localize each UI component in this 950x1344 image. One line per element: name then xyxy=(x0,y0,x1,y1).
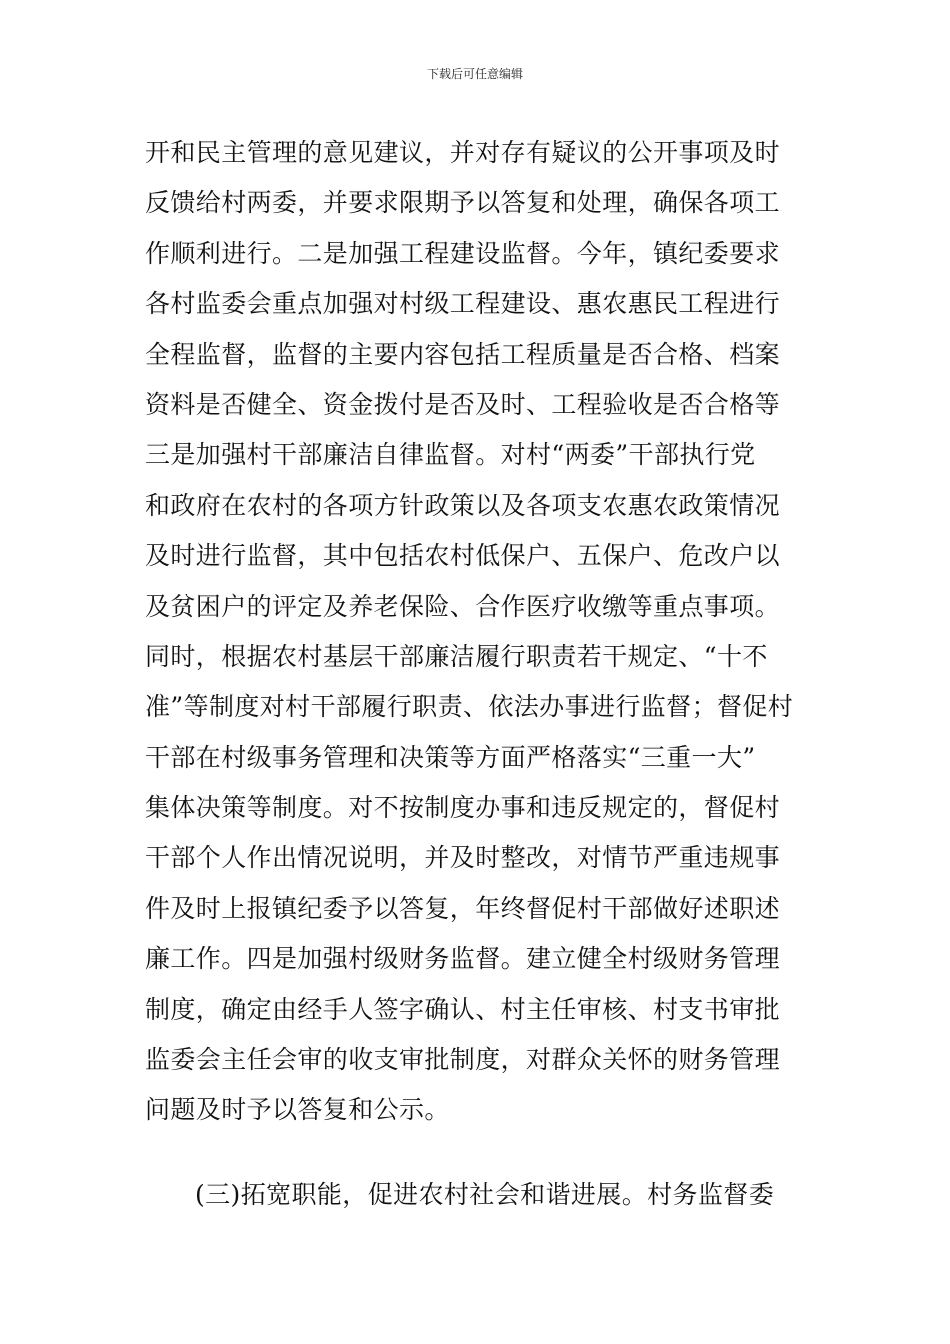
page-header-note: 下载后可任意编辑 xyxy=(426,67,523,81)
paragraph-line: 和政府在农村的各项方针政策以及各项支农惠农政策情况 xyxy=(145,490,781,520)
paragraph-line: 准”等制度对村干部履行职责、依法办事进行监督；督促村 xyxy=(145,692,794,722)
paragraph-line: 作顺利进行。二是加强工程建设监督。今年，镇纪委要求 xyxy=(145,238,781,268)
paragraph-line: 三是加强村干部廉洁自律监督。对村“两委”干部执行党 xyxy=(145,440,756,470)
paragraph-line: 集体决策等制度。对不按制度办事和违反规定的，督促村 xyxy=(145,793,781,823)
paragraph-line: 各村监委会重点加强对村级工程建设、惠农惠民工程进行 xyxy=(145,289,781,319)
paragraph-line: 及时进行监督，其中包括农村低保户、五保户、危改户以 xyxy=(145,541,781,571)
body-paragraph xyxy=(145,128,810,1136)
paragraph-line: 反馈给村两委，并要求限期予以答复和处理，确保各项工 xyxy=(145,188,781,218)
paragraph-line: 干部在村级事务管理和决策等方面严格落实“三重一大” xyxy=(145,742,756,772)
paragraph-line: 干部个人作出情况说明，并及时整改，对情节严重违规事 xyxy=(145,843,781,873)
section-heading-line: (三)拓宽职能，促进农村社会和谐进展。村务监督委 xyxy=(195,1180,775,1209)
paragraph-line: 资料是否健全、资金拨付是否及时、工程验收是否合格等 xyxy=(145,389,781,419)
paragraph-line: 监委会主任会审的收支审批制度，对群众关怀的财务管理 xyxy=(145,1045,781,1075)
paragraph-line: 件及时上报镇纪委予以答复，年终督促村干部做好述职述 xyxy=(145,893,781,923)
paragraph-line: 及贫困户的评定及养老保险、合作医疗收缴等重点事项。 xyxy=(145,591,781,621)
paragraph-line: 同时，根据农村基层干部廉洁履行职责若干规定、“十不 xyxy=(145,641,768,671)
paragraph-line: 问题及时予以答复和公示。 xyxy=(145,1095,450,1125)
paragraph-line: 制度，确定由经手人签字确认、村主任审核、村支书审批 xyxy=(145,994,781,1024)
paragraph-line: 开和民主管理的意见建议，并对存有疑议的公开事项及时 xyxy=(145,138,781,167)
paragraph-line: 廉工作。四是加强村级财务监督。建立健全村级财务管理 xyxy=(145,944,781,974)
paragraph-line: 全程监督，监督的主要内容包括工程质量是否合格、档案 xyxy=(145,339,781,369)
